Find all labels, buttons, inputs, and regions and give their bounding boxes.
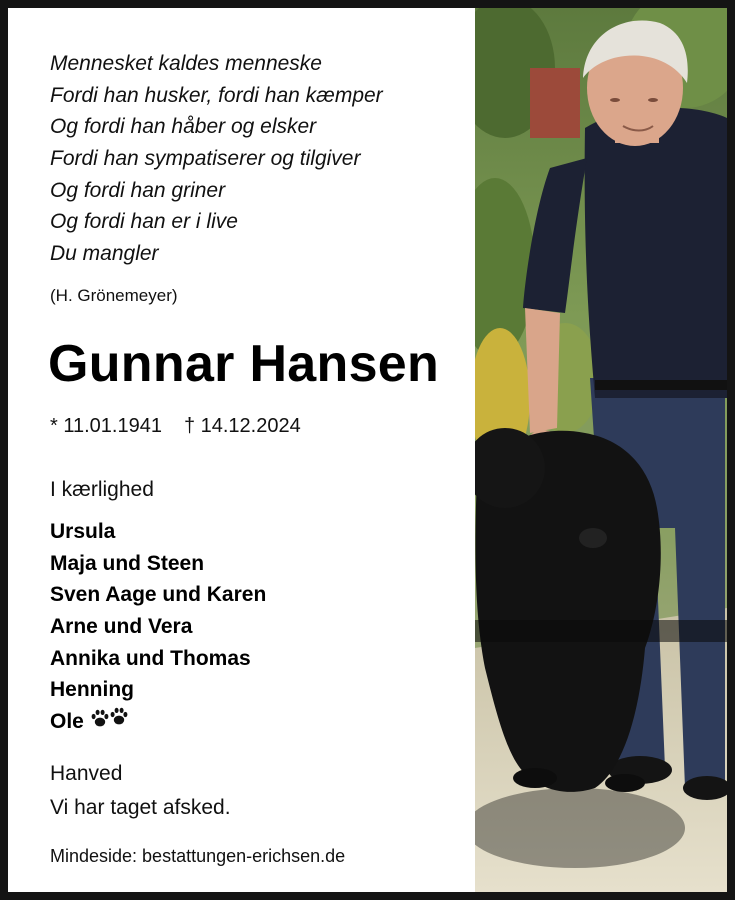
mourner-name: Arne und Vera (50, 615, 193, 639)
poem-line: Og fordi han håber og elsker (50, 115, 317, 139)
mourner-name: Maja und Steen (50, 551, 205, 575)
poem-line: Fordi han husker, fordi han kæmper (50, 83, 383, 107)
poem-line: Fordi han sympatiserer og tilgiver (50, 147, 361, 171)
poem-line: Mennesket kaldes menneske (50, 52, 322, 75)
deceased-name: Gunnar Hansen (48, 335, 440, 393)
poem (50, 48, 383, 270)
death-date: † 14.12.2024 (183, 415, 301, 437)
mourner-name: Sven Aage und Karen (50, 583, 267, 607)
paw-prints-icon (90, 707, 130, 739)
poem-attribution: (H. Grönemeyer) (50, 286, 178, 305)
poem-line: Og fordi han er i live (50, 210, 238, 234)
mourner-name: Ursula (50, 520, 116, 543)
mourners-intro: I kærlighed (50, 478, 154, 501)
mourners-list (50, 516, 266, 738)
farewell-text: Vi har taget afsked. (50, 796, 231, 819)
mourner-name: Annika und Thomas (50, 646, 251, 670)
portrait-photo (475, 8, 727, 892)
life-dates (50, 415, 301, 438)
mourner-name: Ole (50, 710, 84, 734)
mourner-item-pet (50, 706, 266, 738)
birth-date: * 11.01.1941 (50, 415, 162, 437)
poem-line: Og fordi han griner (50, 178, 226, 202)
mourner-name: Henning (50, 678, 134, 702)
poem-line: Du mangler (50, 242, 159, 266)
place-name: Hanved (50, 762, 123, 785)
memorial-page-link: Mindeside: bestattungen-erichsen.de (50, 846, 346, 866)
